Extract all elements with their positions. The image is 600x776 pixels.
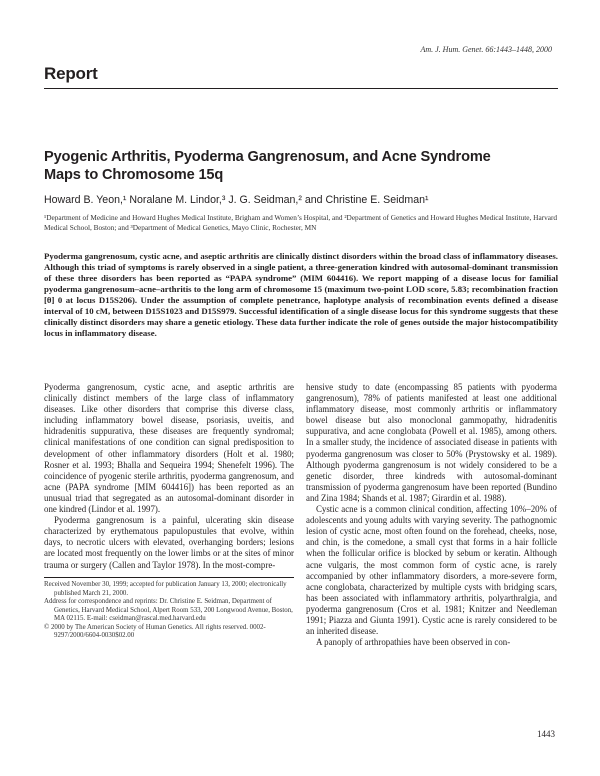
body-paragraph: Cystic acne is a common clinical condition, affecting 10%–20% of adolescents and young adults with varying severity. The pathognomic lesion of cystic acne, most often found on the forehead, cheeks, nose, and chin, is the comedone, a small cyst that forms in a hair follicle when the follicular orifice is blocked by sebum or keratin. Although acne vulgaris, the most common form of cystic acne, is rarely accompanied by other inflammatory disorders, a more-severe form, acne conglobata, characterized by multiple cysts with bridging scars, has been associated with inflammatory arthritis, polyarthralgia, and pyoderma gangrenosum (Cros et al. 1981; Knitzer and Needleman 1991; Piazza and Giunta 1991). Cystic acne is rarely considered to be an inherited disease. <box>306 504 557 637</box>
body-paragraph: Pyoderma gangrenosum is a painful, ulcerating skin disease characterized by erythematous papulopustules that evolve, within days, to necrotic ulcers with elevated, overhanging borders; lesions are located most frequently on the lower limbs or at the sites of minor trauma or surgery (Callen and Taylor 1978). In the most-compre- <box>44 515 294 570</box>
header-divider <box>44 88 558 89</box>
article-title: Pyogenic Arthritis, Pyoderma Gangrenosum, and Acne Syndrome Maps to Chromosome 15q <box>44 149 491 183</box>
body-column-right <box>306 382 557 648</box>
footnote-divider <box>44 577 294 578</box>
journal-citation: Am. J. Hum. Genet. 66:1443–1448, 2000 <box>420 45 552 54</box>
section-label: Report <box>44 64 98 83</box>
footnote-correspondence: Address for correspondence and reprints: Dr. Christine E. Seidman, Department of Genetics, Harvard Medical School, Alpert Room 533, 200 Longwood Avenue, Boston, MA 02115. E-mail: cseidman@rascal.med.harvard.edu <box>44 598 293 622</box>
body-paragraph: Pyoderma gangrenosum, cystic acne, and aseptic arthritis are clinically distinct members of the large class of inflammatory diseases. Like other disorders that comprise this diverse class, including inflammatory bowel disease, psoriasis, uveitis, and hidradenitis suppurativa, these diseases are frequently syndromal; clinical manifestations of one condition can signal predisposition to development of other inflammatory disorders (Holt et al. 1980; Rosner et al. 1993; Bhalla and Sequeira 1994; Shenefelt 1996). The coincidence of pyogenic sterile arthritis, pyoderma gangrenosum, and acne (PAPA syndrome [MIM 604416]) has been reported as an unusual triad that segregated as an autosomal-dominant disorder in one kindred (Lindor et al. 1997). <box>44 382 294 515</box>
body-column-left <box>44 382 294 571</box>
footnote-copyright: © 2000 by The American Society of Human Genetics. All rights reserved. 0002-9297/2000/6604-0030$02.00 <box>44 623 266 639</box>
author-list: Howard B. Yeon,¹ Noralane M. Lindor,³ J. G. Seidman,² and Christine E. Seidman¹ <box>44 194 429 206</box>
body-paragraph: hensive study to date (encompassing 85 patients with pyoderma gangrenosum), 78% of patients manifested at least one additional inflammatory disease, most commonly arthritis or inflammatory bowel disease but also monoclonal gammopathy, hidradenitis suppurativa, and acne conglobata (Powell et al. 1985), among others. In a smaller study, the incidence of associated disease in patients with pyoderma gangrenosum was closer to 50% (Prystowsky et al. 1989). Although pyoderma gangrenosum is not widely considered to be a genetic disorder, three kindreds with autosomal-dominant transmission of pyoderma gangrenosum have been reported (Bundino and Zina 1984; Shands et al. 1987; Girardin et al. 1988). <box>306 382 557 503</box>
body-paragraph: A panoply of arthropathies have been observed in con- <box>316 637 511 648</box>
author-affiliations: ¹Department of Medicine and Howard Hughes Medical Institute, Brigham and Women’s Hospital, and ²Department of Genetics and Howard Hughes Medical Institute, Harvard Medical School, Boston; and ³Department of Medical Genetics, Mayo Clinic, Rochester, MN <box>44 213 558 232</box>
page-number: 1443 <box>537 729 555 739</box>
footnotes <box>44 581 294 641</box>
abstract: Pyoderma gangrenosum, cystic acne, and aseptic arthritis are clinically distinct disorders within the broad class of inflammatory diseases. Although this triad of symptoms is rarely observed in a single patient, a three-generation kindred with autosomal-dominant transmission of these three disorders has been reported as “PAPA syndrome” (MIM 604416). We report mapping of a disease locus for familial pyoderma gangrenosum–acne–arthritis to the long arm of chromosome 15 (maximum two-point LOD score, 5.83; recombination fraction [θ] 0 at locus D15S206). Under the assumption of complete penetrance, haplotype analysis of recombination events defined a disease interval of 10 cM, between D15S1023 and D15S979. Successful identification of a single disease locus for this syndrome suggests that these clinically distinct disorders may share a genetic etiology. These data further indicate the role of genes outside the major histocompatibility locus in inflammatory disease. <box>44 251 558 339</box>
footnote-received: Received November 30, 1999; accepted for publication January 13, 2000; electronically published March 21, 2000. <box>44 581 287 597</box>
